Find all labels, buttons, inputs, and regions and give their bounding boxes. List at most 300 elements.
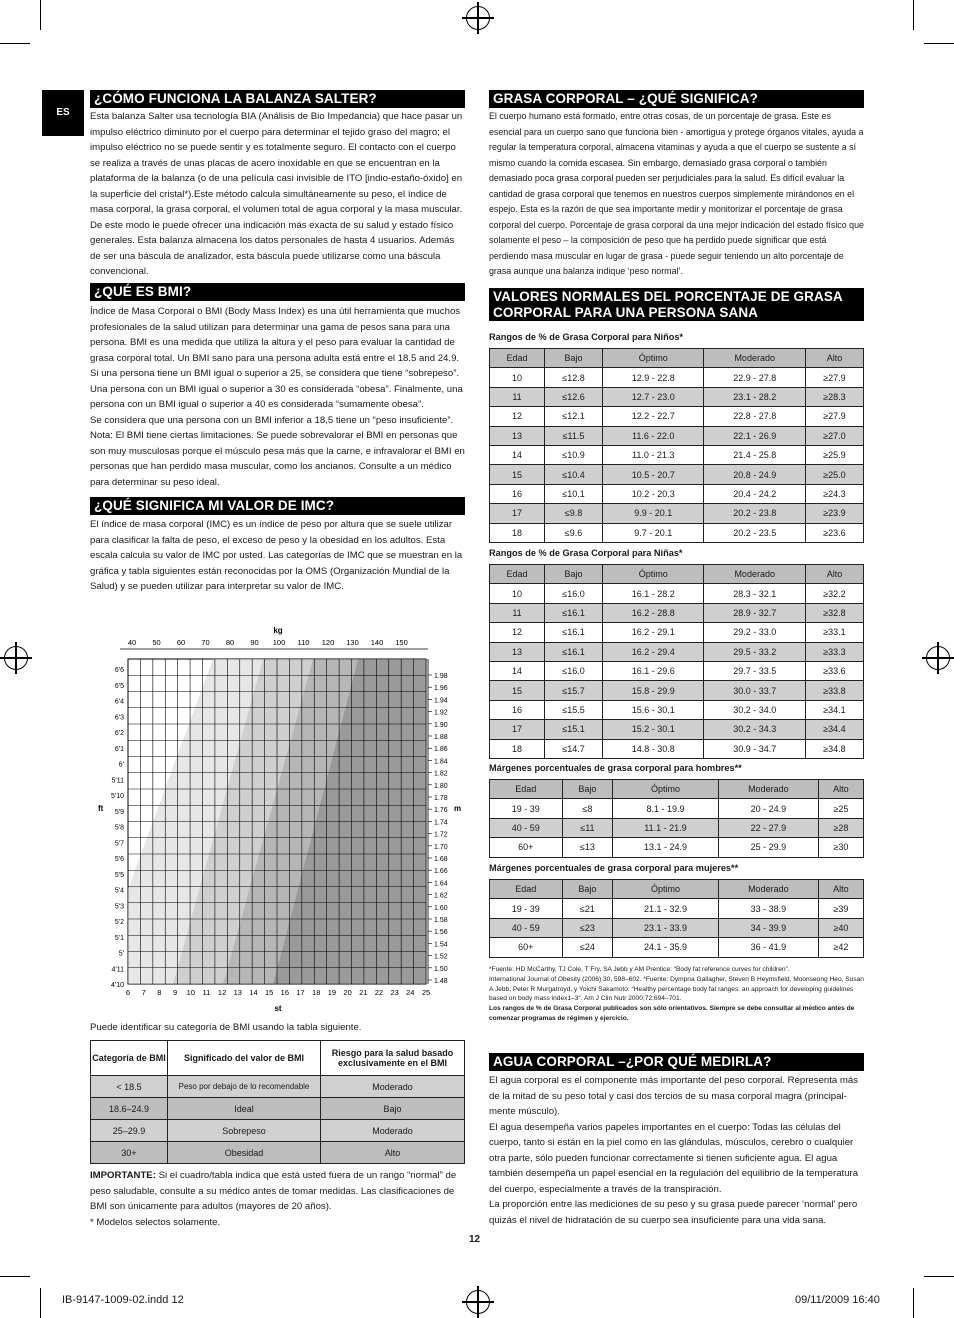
table-cell: ≥33.1	[805, 623, 863, 642]
paragraph-text: Esta balanza Salter usa tecnología BIA (Análisis de Bio Impedancia) que hace pasar un impulso eléctrico diminuto por el cuerpo para determinar el tejido graso del magro; el impulso eléctrico no se puede sentir y es totalmente seguro. El contacto con el cuerpo se realiza a través de unas placas de acero inoxidable en que se encuentran en la plataforma de la balanza (o de una película casi invisible de ITO [indio-estaño-óxido] en la superficie del cristal*).Este método calcula simultáneamente su peso, el índice de masa corporal, la grasa corporal, el volumen total de agua corporal y la masa muscular. De este modo le puede ofrecer una indicación más exacta de su salud y estado físico generales. Esta balanza almacena los datos personales de hasta 4 usuarios. Además de ser una báscula de analizador, esta báscula puede utilizarse como una báscula convencional.	[90, 111, 463, 277]
table-cell: 20.2 - 23.8	[704, 504, 805, 523]
ft-tick-label: 4'11	[111, 966, 124, 974]
m-tick-label: 1.88	[434, 734, 448, 741]
st-tick-label: 25	[421, 988, 431, 997]
table-cell: 11.1 - 21.9	[613, 818, 719, 837]
table-row	[490, 938, 864, 957]
table-header: Moderado	[704, 349, 805, 368]
table-cell: 17	[490, 504, 545, 523]
table-cell: ≥25.0	[805, 465, 863, 484]
table-cell: 28.9 - 32.7	[704, 603, 805, 622]
crop-mark	[0, 1276, 30, 1277]
ft-tick-label: 6'3	[114, 714, 124, 722]
importante-label: IMPORTANTE:	[90, 1170, 156, 1181]
table-row	[490, 484, 864, 503]
table-title-mujeres: Márgenes porcentuales de grasa corporal para mujeres**	[489, 863, 739, 873]
ft-tick-label: 6'4	[114, 698, 124, 706]
paragraph-text: Índice de Masa Corporal o BMI (Body Mass Index) es una útil herramienta que muchos profesionales de la salud utilizan para determinar una gama de pesos sana para una persona. BMI es una medida que utiliza la altura y el peso para evaluar la cantidad de grasa corporal total. Un BMI sano para una persona adulta está entre el 18.5 and 24.9. Si una persona tiene un BMI igual o superior a 25, se considera que tiene “sobrepeso”. Una persona con un BMI igual o superior a 30 es considerada “obesa”. Finalmente, una persona con un BMI igual o superior a 40 es considerada “sumamente obesa”.	[90, 306, 463, 410]
table-cell: 24.1 - 35.9	[613, 938, 719, 957]
kg-tick-label: 50	[152, 638, 161, 647]
table-cell: ≤15.5	[544, 700, 602, 719]
table-row	[490, 918, 864, 937]
table-row	[490, 799, 864, 818]
table-cell: 16.2 - 29.4	[603, 642, 704, 661]
table-header: Moderado	[718, 780, 818, 799]
table-cell: ≤16.0	[544, 661, 602, 680]
ft-tick-label: 5'1	[114, 934, 124, 942]
m-tick-label: 1.68	[434, 856, 448, 863]
table-cell: ≥32.8	[805, 603, 863, 622]
table-cell: ≤11.5	[544, 426, 602, 445]
paragraph-text: La proporción entre las mediciones de su peso y su grasa puede parecer ‘normal’ pero quizás el nivel de hidratación de su cuerpo sea insuficiente para una vida sana.	[489, 1199, 858, 1226]
crop-mark	[40, 1288, 41, 1318]
table-cell: 30+	[91, 1142, 168, 1164]
table-cell: 60+	[490, 838, 563, 857]
m-tick-label: 1.86	[434, 746, 448, 754]
table-cell: 19 - 39	[490, 799, 563, 818]
table-cell: 8.1 - 19.9	[613, 799, 719, 818]
table-cell: 18.6–24.9	[91, 1098, 168, 1120]
table-cell: 12.2 - 22.7	[603, 407, 704, 426]
ft-tick-label: 5'3	[114, 903, 124, 911]
table-cell: 17	[490, 720, 545, 739]
st-tick-label: 20	[343, 988, 352, 997]
paragraph-bmi	[90, 304, 465, 490]
table-row	[490, 603, 864, 622]
table-cell: ≤16.0	[544, 584, 602, 603]
table-cell: 11	[490, 387, 545, 406]
registration-mark-icon	[466, 6, 490, 30]
table-cell: ≥33.8	[805, 681, 863, 700]
crop-mark	[924, 43, 954, 44]
fat-table-mujeres	[489, 879, 864, 958]
table-header: Bajo	[544, 349, 602, 368]
kg-tick-label: 70	[201, 638, 210, 647]
table-cell: ≤13	[562, 838, 613, 857]
table-cell: ≤8	[562, 799, 613, 818]
table-cell: ≤12.8	[544, 368, 602, 387]
table-cell: 20 - 24.9	[718, 799, 818, 818]
table-cell: 29.5 - 33.2	[704, 642, 805, 661]
table-header: Alto	[805, 349, 863, 368]
st-tick-label: 18	[312, 988, 321, 997]
ft-tick-label: 6'1	[114, 745, 124, 753]
table-cell: 13.1 - 24.9	[613, 838, 719, 857]
ft-tick-label: 6'6	[114, 667, 124, 674]
table-header: Moderado	[704, 565, 805, 584]
table-cell: < 18.5	[91, 1076, 168, 1098]
table-header: Óptimo	[603, 565, 704, 584]
m-tick-label: 1.66	[434, 868, 448, 876]
st-tick-label: 12	[217, 988, 227, 997]
table-cell: 21.4 - 25.8	[704, 445, 805, 464]
paragraph-agua	[489, 1073, 864, 1228]
table-row	[490, 623, 864, 642]
table-cell: ≤12.6	[544, 387, 602, 406]
fat-table-ninos	[489, 348, 864, 543]
section-heading-agua: AGUA CORPORAL –¿POR QUÉ MEDIRLA?	[489, 1053, 864, 1071]
table-header: Óptimo	[603, 349, 704, 368]
table-cell: Peso por debajo de lo recomendable	[168, 1076, 321, 1098]
kg-tick-label: 150	[395, 638, 408, 647]
table-cell: 9.9 - 20.1	[603, 504, 704, 523]
paragraph-imc	[90, 517, 465, 595]
st-tick-label: 22	[374, 988, 384, 997]
table-cell: ≤24	[562, 938, 613, 957]
table-row	[490, 818, 864, 837]
table-header: Óptimo	[613, 880, 719, 899]
table-cell: ≤12.1	[544, 407, 602, 426]
ft-axis-title: ft	[98, 804, 104, 813]
st-tick-label: 14	[249, 988, 258, 997]
fat-table-hombres	[489, 779, 864, 858]
table-cell: 23.1 - 33.9	[613, 918, 719, 937]
table-cell: 13	[490, 642, 545, 661]
table-cell: ≥42	[818, 938, 863, 957]
table-cell: 15	[490, 465, 545, 484]
table-row	[490, 681, 864, 700]
ft-tick-label: 5'2	[114, 919, 124, 926]
kg-tick-label: 110	[297, 638, 310, 647]
footnote-line: International Journal of Obesity (2006) 30, 598–602. *Fuente: Dympna Gallagher, Steven B Heymsfield, Moonseong Heo, Susan A Jebb, Peter R Murgatroyd, y Yoichi Sakamoto: “Healthy percentage body fat ranges: an approach for developing guidelines based on body mass index1–3”. Am J Clin Nutr 2000;72:694–701.	[489, 975, 864, 1003]
table-row	[490, 387, 864, 406]
kg-axis-title: kg	[273, 626, 283, 635]
table-cell: 40 - 59	[490, 918, 563, 937]
ft-tick-label: 5'8	[114, 824, 124, 832]
table-cell: 18	[490, 523, 545, 542]
ft-tick-label: 5'7	[114, 840, 124, 848]
importante-note	[90, 1168, 465, 1230]
ft-tick-label: 5'4	[114, 887, 124, 895]
table-row	[490, 523, 864, 542]
m-tick-label: 1.60	[434, 904, 448, 912]
table-cell: ≥32.2	[805, 584, 863, 603]
m-tick-label: 1.78	[434, 795, 448, 802]
table-cell: 15	[490, 681, 545, 700]
m-tick-label: 1.64	[434, 880, 448, 888]
kg-tick-label: 90	[250, 638, 259, 647]
table-row	[490, 838, 864, 857]
table-cell: 20.2 - 23.5	[704, 523, 805, 542]
ft-tick-label: 6'5	[114, 682, 124, 690]
table-cell: 23.1 - 28.2	[704, 387, 805, 406]
table-cell: 15.2 - 30.1	[603, 720, 704, 739]
table-title-hombres: Márgenes porcentuales de grasa corporal para hombres**	[489, 763, 742, 773]
table-cell: ≤15.7	[544, 681, 602, 700]
table-cell: 16	[490, 700, 545, 719]
table-cell: ≥34.1	[805, 700, 863, 719]
table-cell: 12.9 - 22.8	[603, 368, 704, 387]
crop-mark	[924, 1276, 954, 1277]
table-cell: 12	[490, 623, 545, 642]
table-cell: ≥40	[818, 918, 863, 937]
table-row	[490, 504, 864, 523]
table-cell: 60+	[490, 938, 563, 957]
table-cell: 29.7 - 33.5	[704, 661, 805, 680]
table-header: Alto	[818, 780, 863, 799]
section-heading-valores: VALORES NORMALES DEL PORCENTAJE DE GRASA CORPORAL PARA UNA PERSONA SANA	[489, 288, 864, 321]
table-cell: 22.9 - 27.8	[704, 368, 805, 387]
table-cell: 11.0 - 21.3	[603, 445, 704, 464]
table-header: Riesgo para la salud basado exclusivamente en el BMI	[321, 1041, 465, 1076]
st-tick-label: 16	[280, 988, 290, 997]
st-tick-label: 10	[186, 988, 195, 997]
table-cell: 11.6 - 22.0	[603, 426, 704, 445]
table-cell: ≤11	[562, 818, 613, 837]
footer-timestamp: 09/11/2009 16:40	[795, 1294, 880, 1306]
table-cell: ≥34.8	[805, 739, 863, 758]
table-cell: ≥25	[818, 799, 863, 818]
table-row	[490, 700, 864, 719]
table-cell: 30.9 - 34.7	[704, 739, 805, 758]
table-header: Categoría de BMI	[91, 1041, 168, 1076]
crop-mark	[913, 1288, 914, 1318]
table-cell: 10	[490, 368, 545, 387]
registration-mark-icon	[926, 646, 950, 670]
paragraph-text	[90, 1168, 465, 1215]
ft-tick-label: 6'2	[114, 730, 124, 737]
section-heading-imc: ¿QUÉ SIGNIFICA MI VALOR DE IMC?	[90, 497, 465, 515]
table-cell: 20.4 - 24.2	[704, 484, 805, 503]
table-cell: ≥39	[818, 899, 863, 918]
st-tick-label: 8	[157, 988, 162, 997]
table-cell: 15.8 - 29.9	[603, 681, 704, 700]
m-tick-label: 1.76	[434, 807, 448, 815]
m-tick-label: 1.72	[434, 831, 448, 839]
m-tick-label: 1.48	[434, 978, 448, 985]
table-cell: 16.2 - 29.1	[603, 623, 704, 642]
table-header: Edad	[490, 880, 563, 899]
st-tick-label: 19	[327, 988, 337, 997]
registration-mark-icon	[466, 1290, 490, 1314]
kg-tick-label: 140	[370, 638, 384, 647]
fat-table-ninas	[489, 564, 864, 759]
table-cell: 33 - 38.9	[718, 899, 818, 918]
table-cell: 25–29.9	[91, 1120, 168, 1142]
table-header: Significado del valor de BMI	[168, 1041, 321, 1076]
table-cell: ≥34.4	[805, 720, 863, 739]
paragraph-balanza	[90, 109, 465, 280]
m-tick-label: 1.80	[434, 782, 448, 790]
ft-tick-label: 5'9	[114, 808, 124, 816]
bmi-height-weight-chart	[88, 622, 468, 1014]
table-cell: 19 - 39	[490, 899, 563, 918]
table-cell: 20.8 - 24.9	[704, 465, 805, 484]
table-cell: 22.1 - 26.9	[704, 426, 805, 445]
table-cell: ≥28.3	[805, 387, 863, 406]
m-tick-label: 1.92	[434, 709, 448, 717]
m-tick-label: 1.84	[434, 758, 448, 766]
st-tick-label: 11	[202, 988, 211, 997]
table-cell: 30.2 - 34.0	[704, 700, 805, 719]
table-row	[490, 739, 864, 758]
table-cell: 16.2 - 28.8	[603, 603, 704, 622]
m-axis-title: m	[454, 804, 462, 813]
paragraph-grasa	[489, 109, 864, 280]
table-header: Bajo	[562, 780, 613, 799]
bmi-category-table	[90, 1040, 465, 1164]
table-cell: 10.5 - 20.7	[603, 465, 704, 484]
m-tick-label: 1.90	[434, 721, 448, 729]
m-tick-label: 1.94	[434, 697, 448, 705]
table-cell: 18	[490, 739, 545, 758]
table-cell: 22 - 27.9	[718, 818, 818, 837]
ft-tick-label: 5'11	[111, 777, 124, 785]
crop-mark	[40, 0, 41, 30]
table-cell: 16.1 - 29.6	[603, 661, 704, 680]
table-cell: 40 - 59	[490, 818, 563, 837]
table-row	[490, 407, 864, 426]
table-header: Alto	[805, 565, 863, 584]
table-cell: Moderado	[321, 1120, 465, 1142]
table-header: Edad	[490, 780, 563, 799]
ft-tick-label: 6'	[118, 761, 124, 769]
table-header: Alto	[818, 880, 863, 899]
table-title-ninos: Rangos de % de Grasa Corporal para Niños*	[489, 332, 684, 342]
section-heading-bmi: ¿QUÉ ES BMI?	[90, 283, 465, 301]
table-cell: ≥33.3	[805, 642, 863, 661]
table-cell: ≤10.1	[544, 484, 602, 503]
table-cell: 34 - 39.9	[718, 918, 818, 937]
m-tick-label: 1.98	[434, 673, 448, 680]
language-tab: ES	[42, 90, 84, 136]
ft-tick-label: 5'	[118, 950, 124, 958]
table-header: Moderado	[718, 880, 818, 899]
section-heading-balanza: ¿CÓMO FUNCIONA LA BALANZA SALTER?	[90, 90, 465, 108]
table-row	[490, 642, 864, 661]
crop-mark	[0, 43, 30, 44]
table-row	[490, 720, 864, 739]
kg-tick-label: 80	[225, 638, 235, 647]
crop-mark	[913, 0, 914, 30]
table-cell: 10	[490, 584, 545, 603]
paragraph-text: El cuerpo humano está formado, entre otras cosas, de un porcentaje de grasa. Este es esencial para un cuerpo sano que funciona bien - amortigua y protege órganos vitales, ayuda a regular la temperatura corporal, almacena vitaminas y ayuda a que el cuerpo se sustente a sí mismo cuando la comida escasea. Sin embargo, demasiado grasa corporal o también demasiado poca grasa corporal pueden ser perjudiciales para la salud. Es difícil evaluar la cantidad de grasa corporal que tenemos en nuestros cuerpos simplemente mirándonos en el espejo. Esta es la razón de que sea importante medir y monitorizar el porcentaje de grasa corporal del cuerpo. Porcentaje de grasa corporal da una mejor indicación del estado físico que solamente el peso – la composición de peso que ha perdido puede significar que está perdiendo masa muscular en lugar de grasa - puede seguir teniendo un alto porcentaje de grasa aunque una balanza indique ‘peso normal’.	[489, 111, 864, 276]
table-cell: ≥23.6	[805, 523, 863, 542]
m-tick-label: 1.52	[434, 953, 448, 961]
table-cell: ≤9.6	[544, 523, 602, 542]
st-tick-label: 9	[172, 988, 178, 997]
table-cell: Bajo	[321, 1098, 465, 1120]
kg-tick-label: 60	[176, 638, 186, 647]
table-cell: ≥27.0	[805, 426, 863, 445]
table-cell: ≤23	[562, 918, 613, 937]
ft-tick-label: 5'10	[110, 793, 124, 800]
table-cell: 21.1 - 32.9	[613, 899, 719, 918]
table-cell: ≤15.1	[544, 720, 602, 739]
m-tick-label: 1.74	[434, 819, 448, 827]
m-tick-label: 1.50	[434, 965, 448, 973]
m-tick-label: 1.82	[434, 770, 448, 778]
table-cell: 12	[490, 407, 545, 426]
table-cell: 11	[490, 603, 545, 622]
table-row	[490, 661, 864, 680]
table-cell: 22.8 - 27.8	[704, 407, 805, 426]
table-row	[490, 445, 864, 464]
table-cell: 14	[490, 445, 545, 464]
registration-mark-icon	[4, 646, 28, 670]
table-cell: ≥23.9	[805, 504, 863, 523]
table-cell: 15.6 - 30.1	[603, 700, 704, 719]
paragraph-text: Nota: El BMI tiene ciertas limitaciones. Se puede sobrevalorar el BMI en personas que son muy musculosas porque el músculo pesa más que la carne, e infravalorar el BMI en personas que han perdido masa muscular, como los ancianos. Consulte a un médico para determinar su peso ideal.	[90, 430, 465, 488]
ft-tick-label: 5'5	[114, 871, 124, 879]
table-cell: ≤16.1	[544, 642, 602, 661]
table-cell: 25 - 29.9	[718, 838, 818, 857]
table-cell: ≥25.9	[805, 445, 863, 464]
st-tick-label: 6	[125, 988, 131, 997]
bmi-chart-caption: Puede identificar su categoría de BMI usando la tabla siguiente.	[90, 1022, 362, 1033]
table-cell: ≤16.1	[544, 603, 602, 622]
table-cell: ≥27.9	[805, 407, 863, 426]
table-cell: ≤16.1	[544, 623, 602, 642]
table-cell: 13	[490, 426, 545, 445]
st-tick-label: 17	[296, 988, 305, 997]
section-heading-grasa: GRASA CORPORAL – ¿QUÉ SIGNIFICA?	[489, 90, 864, 108]
table-header: Edad	[490, 349, 545, 368]
st-tick-label: 21	[359, 988, 368, 997]
st-tick-label: 24	[406, 988, 415, 997]
st-tick-label: 7	[141, 988, 146, 997]
table-cell: 29.2 - 33.0	[704, 623, 805, 642]
table-cell: 30.2 - 34.3	[704, 720, 805, 739]
m-tick-label: 1.62	[434, 892, 448, 900]
table-cell: Sobrepeso	[168, 1120, 321, 1142]
footer-filename: IB-9147-1009-02.indd 12	[62, 1294, 184, 1306]
table-row	[490, 899, 864, 918]
table-cell: ≤9.8	[544, 504, 602, 523]
table-row	[490, 368, 864, 387]
table-title-ninas: Rangos de % de Grasa Corporal para Niñas*	[489, 548, 683, 558]
table-header: Bajo	[544, 565, 602, 584]
table-row	[490, 465, 864, 484]
paragraph-text: El índice de masa corporal (IMC) es un índice de peso por altura que se suele utilizar para clasificar la falta de peso, el exceso de peso y la obesidad en los adultos. Esta escala calcula su valor de IMC por usted. Las categorías de IMC que se muestran en la gráfica y tabla siguientes están reconocidas por la OMS (Organización Mundial de la Salud) y se pueden utilizar para interpretar su valor de IMC.	[90, 519, 463, 592]
ft-tick-label: 5'6	[114, 856, 124, 863]
table-cell: 28.3 - 32.1	[704, 584, 805, 603]
table-header: Edad	[490, 565, 545, 584]
m-tick-label: 1.70	[434, 843, 448, 851]
table-cell: Obesidad	[168, 1142, 321, 1164]
paragraph-text: Se considera que una persona con un BMI inferior a 18,5 tiene un “peso insuficiente”.	[90, 414, 454, 426]
table-cell: ≥30	[818, 838, 863, 857]
table-cell: ≤21	[562, 899, 613, 918]
table-header: Óptimo	[613, 780, 719, 799]
st-tick-label: 13	[233, 988, 242, 997]
paragraph-text: El agua desempeña varios papeles importantes en el cuerpo: Todas las células del cuerpo, tanto si están en la piel como en las glándulas, músculos, cerebro o cualquier otra parte, sólo pueden funcionar correctamente si tienen suficiente agua. El agua también desempeña un papel esencial en la regulación del equilibrio de la temperatura del cuerpo, especialmente a través de la transpiración.	[489, 1121, 859, 1195]
table-cell: 9.7 - 20.1	[603, 523, 704, 542]
kg-tick-label: 40	[127, 638, 137, 647]
footnote-line: *Fuente: HD McCarthy, TJ Cole, T Fry, SA Jebb y AM Prentice: “Body fat reference curves for children”.	[489, 966, 790, 973]
table-cell: ≥33.6	[805, 661, 863, 680]
table-cell: 30.0 - 33.7	[704, 681, 805, 700]
table-cell: 12.7 - 23.0	[603, 387, 704, 406]
m-tick-label: 1.96	[434, 685, 448, 693]
table-row	[490, 584, 864, 603]
table-cell: 14	[490, 661, 545, 680]
m-tick-label: 1.54	[434, 941, 448, 949]
table-cell: Alto	[321, 1142, 465, 1164]
ft-tick-label: 4'10	[110, 982, 124, 989]
paragraph-text: * Modelos selectos solamente.	[90, 1216, 221, 1228]
st-axis-title: st	[274, 1004, 282, 1013]
footnote-bold: Los rangos de % de Grasa Corporal publicados son sólo orientativos. Siempre se debe consultar al médico antes de comenzar programas de régimen y ejercicio.	[489, 1005, 855, 1022]
paragraph-text: El agua corporal es el componente más importante del peso corporal. Representa más de la mitad de su peso total y casi dos tercios de su masa corporal magra (principal- mente músculo).	[489, 1075, 859, 1117]
table-cell: 36 - 41.9	[718, 938, 818, 957]
table-cell: Ideal	[168, 1098, 321, 1120]
st-tick-label: 15	[264, 988, 274, 997]
m-tick-label: 1.56	[434, 929, 448, 937]
table-cell: ≥28	[818, 818, 863, 837]
table-cell: 16.1 - 28.2	[603, 584, 704, 603]
table-row	[490, 426, 864, 445]
